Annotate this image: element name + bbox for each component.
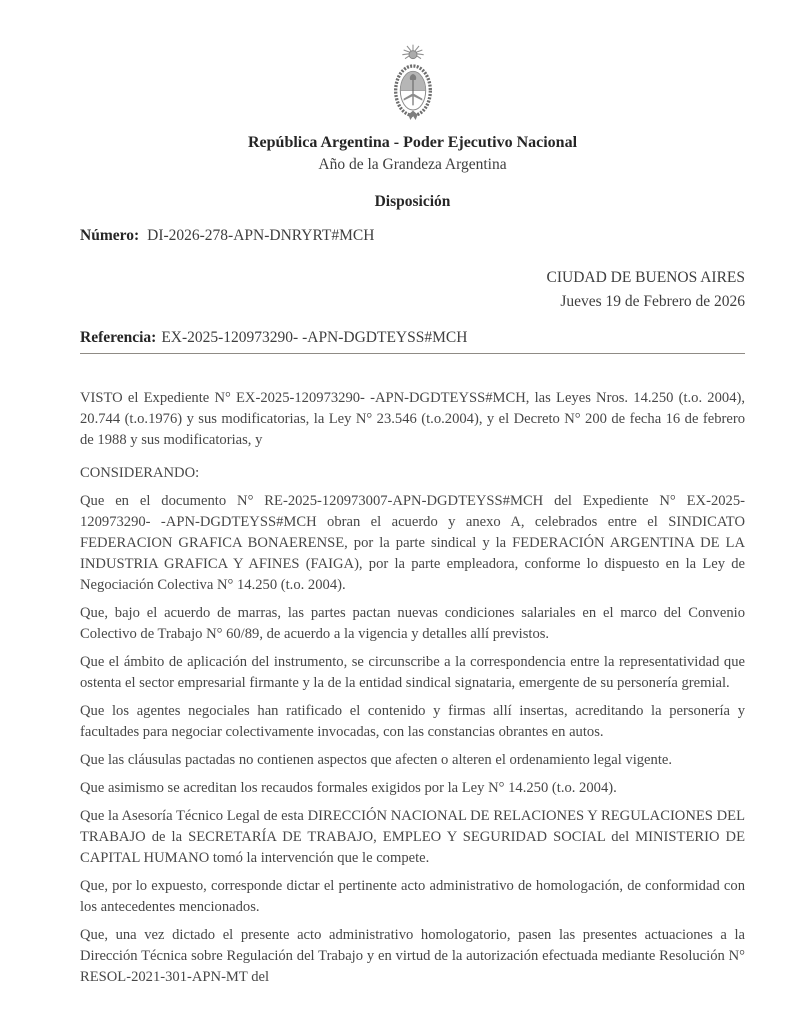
body-paragraph: Que, por lo expuesto, corresponde dictar el pertinente acto administrativo de homologación, de conformidad con los antecedentes mencionados. bbox=[80, 878, 745, 915]
numero-label: Número: bbox=[80, 227, 140, 244]
body-paragraph: Que las cláusulas pactadas no contienen aspectos que afecten o alteren el ordenamiento legal vigente. bbox=[80, 752, 673, 768]
document-body bbox=[80, 388, 745, 988]
referencia-value: EX-2025-120973290- -APN-DGDTEYSS#MCH bbox=[161, 329, 468, 346]
numero-value: DI-2026-278-APN-DNRYRT#MCH bbox=[147, 227, 375, 244]
document-type-title: Disposición bbox=[374, 193, 451, 210]
document-header bbox=[80, 44, 745, 211]
referencia-line bbox=[80, 328, 745, 348]
body-paragraph: Que, una vez dictado el presente acto administrativo homologatorio, pasen las presentes actuaciones a la Dirección Técnica sobre Regulación del Trabajo y en virtud de la autorización efectuada mediante Resolución N° RESOL-2021-301-APN-MT del bbox=[80, 927, 745, 985]
body-paragraph: Que el ámbito de aplicación del instrumento, se circunscribe a la correspondencia entre la representatividad que ostenta el sector empresarial firmante y la de la entidad sindical signataria, emergente de su personería gremial. bbox=[80, 654, 745, 691]
header-org-title: República Argentina - Poder Ejecutivo Nacional bbox=[247, 134, 578, 151]
header-year-motto: Año de la Grandeza Argentina bbox=[318, 156, 507, 173]
city-line: CIUDAD DE BUENOS AIRES bbox=[546, 269, 745, 286]
referencia-label: Referencia: bbox=[80, 329, 157, 346]
body-paragraph: Que los agentes negociales han ratificado el contenido y firmas allí insertas, acreditando la personería y facultades para negociar colectivamente invocadas, con las constancias obrantes en autos. bbox=[80, 703, 745, 740]
argentina-coat-of-arms-icon bbox=[383, 44, 443, 124]
considerando-heading: CONSIDERANDO: bbox=[80, 465, 200, 481]
visto-paragraph: VISTO el Expediente N° EX-2025-120973290- -APN-DGDTEYSS#MCH, las Leyes Nros. 14.250 (t.o. 2004), 20.744 (t.o.1976) y sus modificatorias, la Ley N° 23.546 (t.o.2004), y el Decreto N° 200 de fecha 16 de febrero de 1988 y sus modificatorias, y bbox=[80, 390, 745, 448]
body-paragraph: Que la Asesoría Técnico Legal de esta DIRECCIÓN NACIONAL DE RELACIONES Y REGULACIONES DEL TRABAJO de la SECRETARÍA DE TRABAJO, EMPLEO Y SEGURIDAD SOCIAL del MINISTERIO DE CAPITAL HUMANO tomó la intervención que le compete. bbox=[80, 808, 745, 866]
date-line: Jueves 19 de Febrero de 2026 bbox=[560, 293, 745, 310]
body-paragraph: Que asimismo se acreditan los recaudos formales exigidos por la Ley N° 14.250 (t.o. 2004). bbox=[80, 780, 617, 796]
body-paragraph: Que en el documento N° RE-2025-120973007-APN-DGDTEYSS#MCH del Expediente N° EX-2025-120973290- -APN-DGDTEYSS#MCH obran el acuerdo y anexo A, celebrados entre el SINDICATO FEDERACION GRAFICA BONAERENSE, por la parte sindical y la FEDERACIÓN ARGENTINA DE LA INDUSTRIA GRAFICA Y AFINES (FAIGA), por la parte empleadora, conforme lo dispuesto en la Ley de Negociación Colectiva N° 14.250 (t.o. 2004). bbox=[80, 493, 745, 593]
body-paragraph: Que, bajo el acuerdo de marras, las partes pactan nuevas condiciones salariales en el marco del Convenio Colectivo de Trabajo N° 60/89, de acuerdo a la vigencia y detalles allí previstos. bbox=[80, 605, 745, 642]
header-divider bbox=[80, 353, 745, 354]
numero-line bbox=[80, 226, 745, 246]
